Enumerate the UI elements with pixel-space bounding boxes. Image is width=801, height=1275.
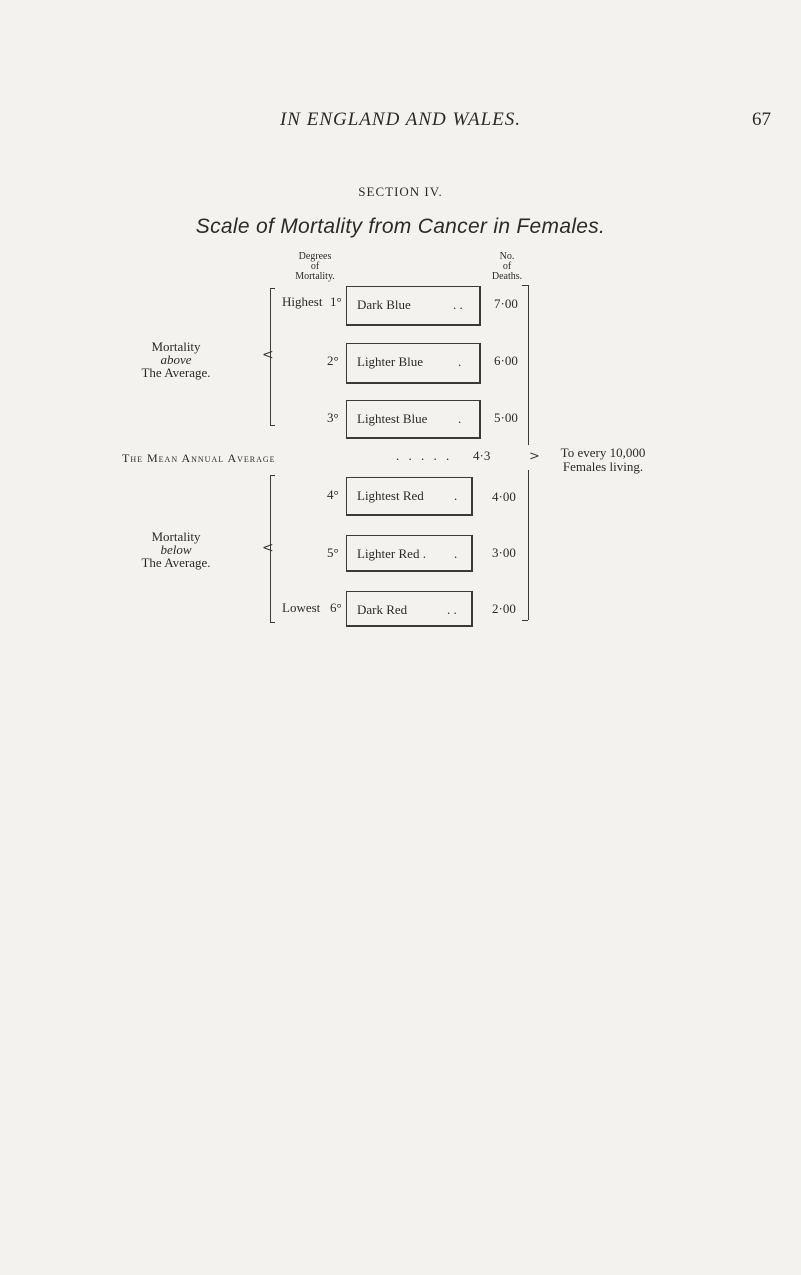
color-name: Lightest Blue — [357, 411, 428, 426]
table-title: Scale of Mortality from Cancer in Females. — [195, 215, 606, 238]
row-label-lowest: Lowest — [282, 600, 321, 615]
above-line-3: The Average. — [141, 365, 211, 380]
lower-brace-point: < — [262, 540, 274, 556]
deaths-value: 5·00 — [494, 410, 518, 425]
unit-note — [548, 446, 658, 474]
leader-dots: . — [454, 546, 458, 561]
leader-dots: . — [458, 354, 462, 369]
lower-brace-top — [270, 475, 275, 476]
deaths-value: 4·00 — [492, 489, 516, 504]
color-name: Lighter Blue — [357, 354, 424, 369]
color-cell — [346, 343, 481, 384]
below-line-3: The Average. — [141, 555, 211, 570]
color-name: Dark Blue — [357, 297, 411, 312]
running-header: IN ENGLAND AND WALES. — [279, 109, 521, 130]
deaths-value: 2·00 — [492, 601, 516, 616]
color-cell — [346, 286, 481, 326]
below-average-label — [136, 530, 216, 569]
color-cell — [346, 400, 481, 439]
color-cell — [346, 477, 473, 516]
right-brace-line-upper — [528, 285, 529, 445]
color-cell — [346, 535, 473, 572]
below-line-2: below — [160, 542, 192, 557]
deaths-value: 6·00 — [494, 353, 518, 368]
color-cell — [346, 591, 473, 627]
row-degree: 3° — [327, 410, 339, 425]
degrees-heading-line: Degrees — [298, 251, 332, 262]
right-brace-top — [522, 285, 528, 286]
right-brace-line-lower — [528, 470, 529, 620]
mean-value: 4·3 — [473, 448, 491, 463]
degrees-heading-line: of — [310, 261, 320, 272]
mean-label-text: The Mean Annual Average — [122, 451, 276, 465]
unit-note-line-2: Females living. — [562, 459, 644, 474]
upper-brace-bottom — [270, 425, 275, 426]
row-degree: 5° — [327, 545, 339, 560]
deaths-value: 7·00 — [494, 296, 518, 311]
section-label: SECTION IV. — [358, 184, 443, 199]
unit-note-line-1: To every 10,000 — [560, 445, 646, 460]
upper-brace-point: < — [262, 347, 274, 363]
above-line-1: Mortality — [151, 339, 201, 354]
deaths-value: 3·00 — [492, 545, 516, 560]
leader-dots: . — [458, 411, 462, 426]
leader-dots: . . — [453, 297, 463, 312]
row-degree: 4° — [327, 487, 339, 502]
page-number: 67 — [752, 109, 771, 130]
right-brace-point: > — [529, 449, 540, 464]
deaths-heading-line: of — [502, 261, 512, 272]
mean-label — [122, 451, 276, 466]
color-name: Lightest Red — [357, 488, 424, 503]
above-average-label — [141, 340, 211, 379]
right-brace-bottom — [522, 620, 528, 621]
deaths-heading — [477, 252, 537, 282]
row-degree: 6° — [330, 600, 342, 615]
below-line-1: Mortality — [151, 529, 201, 544]
row-degree: 2° — [327, 353, 339, 368]
mean-leader: . . . . . — [396, 448, 453, 463]
leader-dots: . . — [447, 602, 457, 617]
deaths-heading-line: Deaths. — [491, 271, 523, 282]
color-name: Lighter Red . — [357, 546, 426, 561]
above-line-2: above — [160, 352, 192, 367]
degrees-heading-line: Mortality. — [295, 271, 335, 282]
degrees-heading — [280, 252, 350, 282]
row-label-highest: Highest — [282, 294, 323, 309]
row-degree: 1° — [330, 294, 342, 309]
deaths-heading-line: No. — [499, 251, 515, 262]
upper-brace-top — [270, 288, 275, 289]
color-name: Dark Red — [357, 602, 408, 617]
leader-dots: . — [454, 488, 458, 503]
lower-brace-bottom — [270, 622, 275, 623]
